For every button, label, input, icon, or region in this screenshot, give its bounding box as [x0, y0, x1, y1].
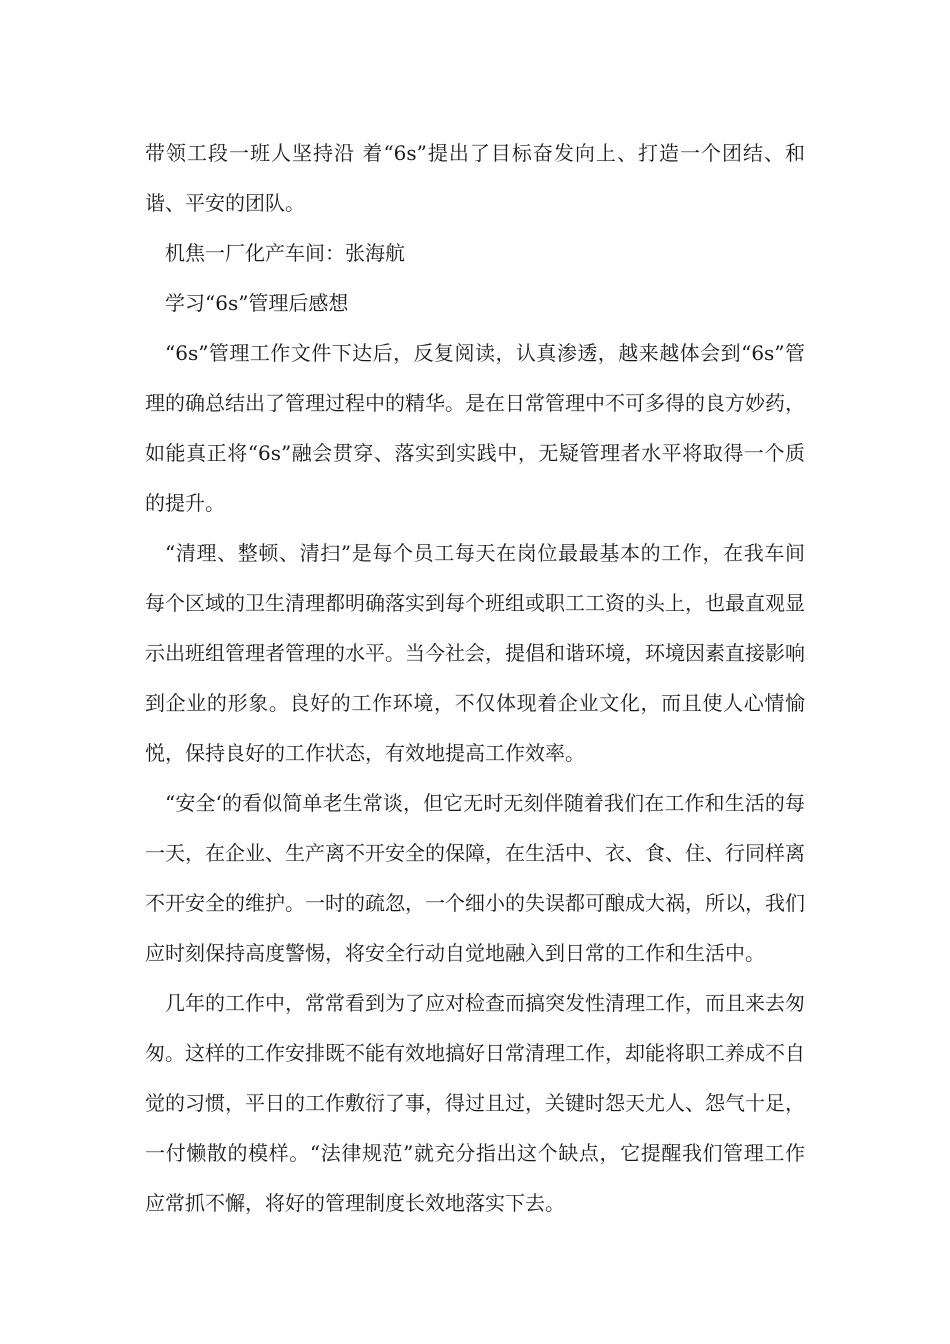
- paragraph-continuation: 带领工段一班人坚持沿 着“6s”提出了目标奋发向上、打造一个团结、和谐、平安的团队。: [145, 141, 805, 215]
- author-line: 机焦一厂化产车间：张海航: [165, 241, 405, 265]
- paragraph-6s-intro: “6s”管理工作文件下达后，反复阅读，认真渗透，越来越体会到“6s”管理的确总结出了管理过程中的精华。是在日常管理中不可多得的良方妙药，如能真正将“6s”融会贯穿、落实到实践中，无疑管理者水平将取得一个质的提升。: [145, 341, 805, 515]
- paragraph-safety: “安全‘的看似简单老生常谈，但它无时无刻伴随着我们在工作和生活的每一天，在企业、生产离不开安全的保障，在生活中、衣、食、住、行同样离不开安全的维护。一时的疏忽，一个细小的失误都可酿成大祸，所以，我们应时刻保持高度警惕，将安全行动自觉地融入到日常的工作和生活中。: [145, 791, 805, 965]
- document-body: [145, 128, 805, 1228]
- paragraph-work-habits: 几年的工作中，常常看到为了应对检查而搞突发性清理工作，而且来去匆匆。这样的工作安排既不能有效地搞好日常清理工作，却能将职工养成不自觉的习惯，平日的工作敷衍了事，得过且过，关键时怨天尤人、怨气十足，一付懒散的模样。“法律规范”就充分指出这个缺点，它提醒我们管理工作应常抓不懈，将好的管理制度长效地落实下去。: [145, 991, 805, 1215]
- paragraph-cleaning: “清理、整顿、清扫”是每个员工每天在岗位最最基本的工作，在我车间每个区域的卫生清理都明确落实到每个班组或职工工资的头上，也最直观显示出班组管理者管理的水平。当今社会，提倡和谐环境，环境因素直接影响到企业的形象。良好的工作环境，不仅体现着企业文化，而且使人心情愉悦，保持良好的工作状态，有效地提高工作效率。: [145, 541, 805, 765]
- section-title: 学习“6s”管理后感想: [165, 291, 349, 315]
